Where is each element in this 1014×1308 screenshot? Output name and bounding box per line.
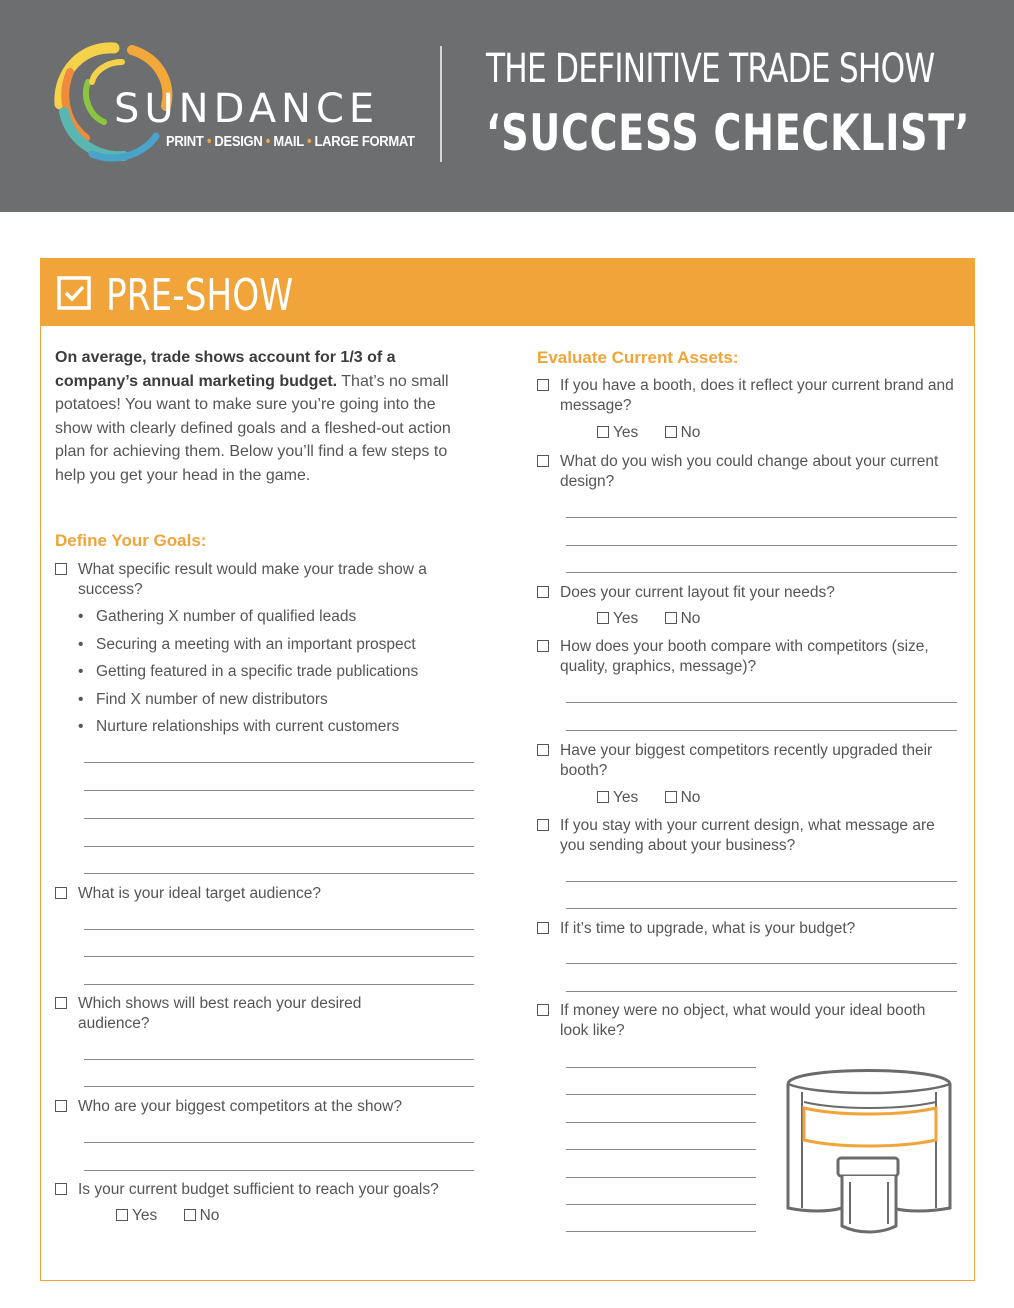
header-divider — [440, 46, 442, 162]
booth-reflects-question[interactable]: If you have a booth, does it reflect your current brand and message? — [537, 376, 957, 416]
answer-line[interactable] — [566, 881, 957, 882]
answer-line[interactable] — [84, 1059, 474, 1060]
ideal-booth-question[interactable]: If money were no object, what would your ideal booth look like? — [537, 1001, 957, 1041]
answer-line[interactable] — [566, 1231, 756, 1232]
answer-line[interactable] — [566, 1067, 756, 1068]
layout-question[interactable]: Does your current layout fit your needs? — [537, 583, 957, 603]
checkbox[interactable] — [537, 379, 549, 391]
answer-line[interactable] — [84, 846, 474, 847]
answer-line[interactable] — [566, 702, 957, 703]
answer-line[interactable] — [566, 1149, 756, 1150]
yes-option[interactable]: Yes — [597, 610, 638, 628]
checkbox[interactable] — [665, 791, 677, 803]
checkbox[interactable] — [665, 612, 677, 624]
yes-no-options — [597, 789, 722, 807]
upgrade-budget-question[interactable]: If it’s time to upgrade, what is your budget? — [537, 919, 957, 939]
checkbox[interactable] — [537, 744, 549, 756]
checkbox[interactable] — [184, 1209, 196, 1221]
goal-bullet: • Getting featured in a specific trade publications — [78, 663, 418, 681]
answer-line[interactable] — [566, 1122, 756, 1123]
checkbox[interactable] — [597, 612, 609, 624]
answer-line[interactable] — [84, 790, 474, 791]
no-option[interactable]: No — [665, 789, 701, 807]
no-option[interactable]: No — [665, 610, 701, 628]
compare-question[interactable]: How does your booth compare with competitors (size, quality, graphics, message)? — [537, 637, 957, 677]
no-option[interactable]: No — [665, 424, 701, 442]
logo-tagline: PRINT • DESIGN • MAIL • LARGE FORMAT — [166, 132, 415, 150]
change-design-question[interactable]: What do you wish you could change about your current design? — [537, 452, 957, 492]
answer-line[interactable] — [566, 1094, 756, 1095]
goal-bullet: • Nurture relationships with current customers — [78, 718, 399, 736]
answer-line[interactable] — [566, 572, 957, 573]
answer-line[interactable] — [84, 956, 474, 957]
yes-option[interactable]: Yes — [116, 1207, 157, 1225]
answer-line[interactable] — [566, 908, 957, 909]
goal-bullet: • Securing a meeting with an important prospect — [78, 636, 416, 654]
checkbox[interactable] — [55, 1183, 67, 1195]
checkbox[interactable] — [537, 586, 549, 598]
answer-line[interactable] — [84, 1086, 474, 1087]
checkbox[interactable] — [55, 1100, 67, 1112]
checkbox[interactable] — [537, 640, 549, 652]
section-title: PRE-SHOW — [106, 270, 294, 321]
trade-show-booth-icon — [778, 1058, 960, 1234]
answer-line[interactable] — [84, 873, 474, 874]
competitors-question[interactable]: Who are your biggest competitors at the show? — [55, 1097, 475, 1117]
intro-paragraph: On average, trade shows account for 1/3 of a company’s annual marketing budget. That’s no small potatoes! You want to make sure you’re going into the show with clearly defined goals and a fleshed-out action plan for achieving them. Below you’ll find a few steps to help you get your head in the game. — [55, 349, 451, 484]
answer-line[interactable] — [84, 984, 474, 985]
answer-line[interactable] — [84, 818, 474, 819]
answer-line[interactable] — [566, 545, 957, 546]
logo-wordmark: SUNDANCE — [114, 86, 380, 132]
yes-no-options — [597, 424, 722, 442]
audience-question[interactable]: What is your ideal target audience? — [55, 884, 475, 904]
budget-question[interactable]: Is your current budget sufficient to reach your goals? — [55, 1180, 495, 1200]
answer-line[interactable] — [566, 730, 957, 731]
answer-line[interactable] — [84, 762, 474, 763]
checkbox[interactable] — [537, 819, 549, 831]
goals-question[interactable]: What specific result would make your trade show a success? — [55, 560, 475, 600]
checkbox[interactable] — [55, 563, 67, 575]
answer-line[interactable] — [84, 1142, 474, 1143]
yes-no-options — [116, 1207, 241, 1225]
answer-line[interactable] — [566, 517, 957, 518]
answer-line[interactable] — [84, 929, 474, 930]
answer-line[interactable] — [566, 1204, 756, 1205]
checkbox[interactable] — [597, 791, 609, 803]
yes-option[interactable]: Yes — [597, 424, 638, 442]
answer-line[interactable] — [566, 1177, 756, 1178]
checkbox[interactable] — [116, 1209, 128, 1221]
yes-option[interactable]: Yes — [597, 789, 638, 807]
checkbox[interactable] — [537, 922, 549, 934]
goal-bullet: • Gathering X number of qualified leads — [78, 608, 356, 626]
title-line-2: ‘SUCCESS CHECKLIST’ — [486, 104, 971, 162]
checkbox[interactable] — [597, 426, 609, 438]
checkbox-checked-icon — [57, 276, 91, 310]
checkbox[interactable] — [537, 1004, 549, 1016]
define-goals-heading: Define Your Goals: — [55, 531, 207, 550]
evaluate-assets-heading: Evaluate Current Assets: — [537, 348, 739, 367]
answer-line[interactable] — [84, 1170, 474, 1171]
answer-line[interactable] — [566, 991, 957, 992]
answer-line[interactable] — [566, 963, 957, 964]
competitors-upgraded-question[interactable]: Have your biggest competitors recently upgraded their booth? — [537, 741, 957, 781]
checkbox[interactable] — [537, 455, 549, 467]
checkbox[interactable] — [55, 997, 67, 1009]
yes-no-options — [597, 610, 722, 628]
title-line-1: THE DEFINITIVE TRADE SHOW — [486, 46, 935, 92]
shows-question[interactable]: Which shows will best reach your desired audience? — [55, 994, 415, 1034]
goal-bullet: • Find X number of new distributors — [78, 691, 328, 709]
checkbox[interactable] — [665, 426, 677, 438]
checkbox[interactable] — [55, 887, 67, 899]
message-question[interactable]: If you stay with your current design, what message are you sending about your business? — [537, 816, 961, 856]
no-option[interactable]: No — [184, 1207, 220, 1225]
